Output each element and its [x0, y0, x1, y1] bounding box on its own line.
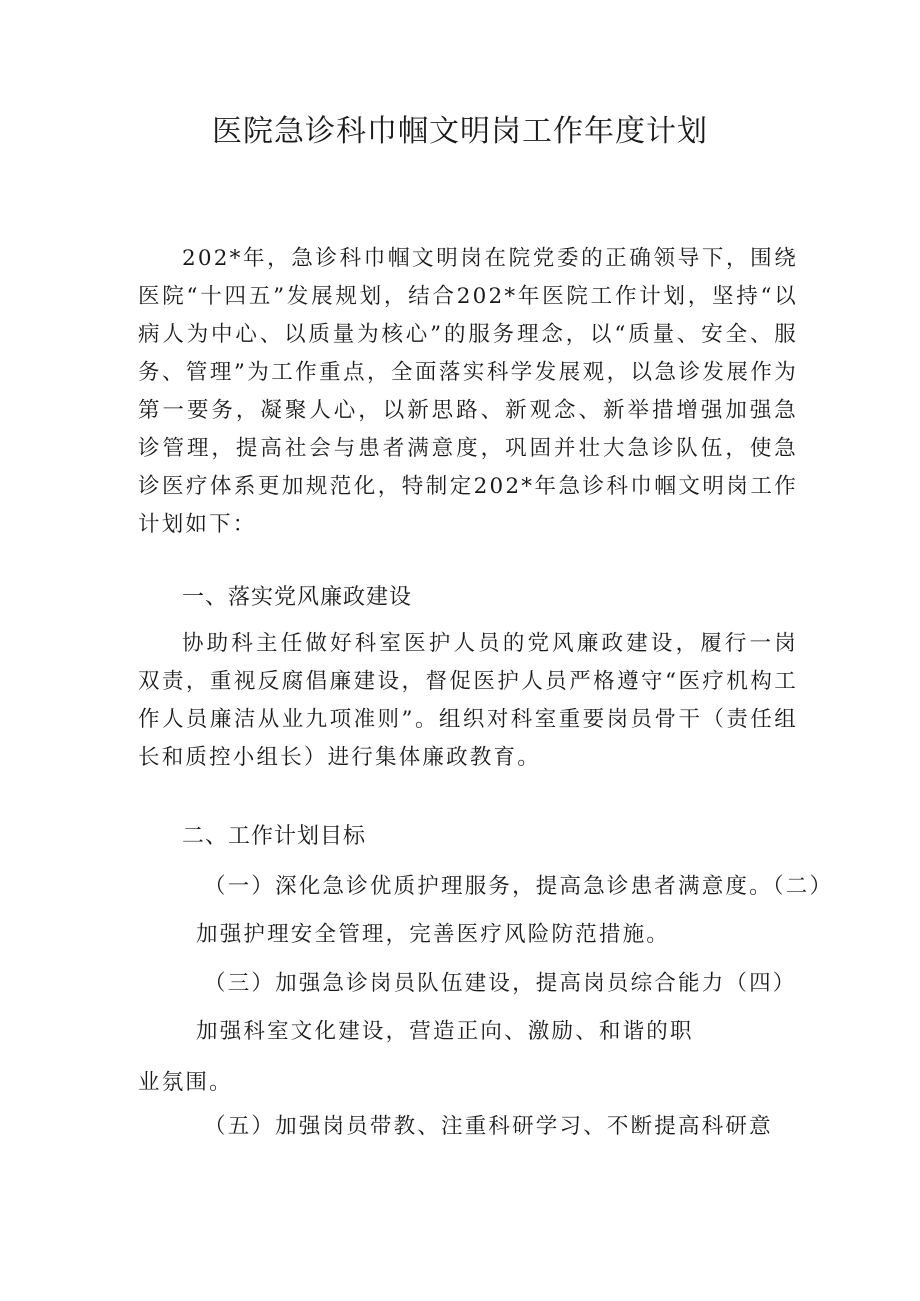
goal-line: 业氛围。 — [138, 1070, 233, 1095]
goal-line: （一）深化急诊优质护理服务，提高急诊患者满意度。（二） — [204, 874, 834, 899]
section-2-heading: 二、工作计划目标 — [182, 824, 367, 849]
goal-line: （三）加强急诊岗员队伍建设，提高岗员综合能力（四） — [204, 971, 797, 996]
intro-paragraph: 202*年，急诊科巾帼文明岗在院党委的正确领导下，围绕医院“十四五”发展规划，结合202*年医院工作计划，坚持“以病人为中心、以质量为核心”的服务理念，以“质量、安全、服务、管理”为工作重点，全面落实科学发展观，以急诊发展作为第一要务，凝聚人心，以新思路、新观念、新举措增强加强急诊管理，提高社会与患者满意度，巩固并壮大急诊队伍，使急诊医疗体系更加规范化，特制定202*年急诊科巾帼文明岗工作计划如下： — [138, 246, 798, 537]
document-title: 医院急诊科巾帼文明岗工作年度计划 — [212, 114, 708, 149]
goal-line: （五）加强岗员带教、注重科研学习、不断提高科研意 — [204, 1114, 773, 1139]
goal-line: 加强科室文化建设，营造正向、激励、和谐的职 — [196, 1019, 694, 1044]
section-1-heading: 一、落实党风廉政建设 — [182, 585, 413, 610]
goal-line: 加强护理安全管理，完善医疗风险防范措施。 — [196, 922, 671, 947]
section-1-paragraph: 协助科主任做好科室医护人员的党风廉政建设，履行一岗双责，重视反腐倡廉建设，督促医护人员严格遵守“医疗机构工作人员廉洁从业九项准则”。组织对科室重要岗员骨干（责任组长和质控小组长）进行集体廉政教育。 — [138, 631, 798, 770]
